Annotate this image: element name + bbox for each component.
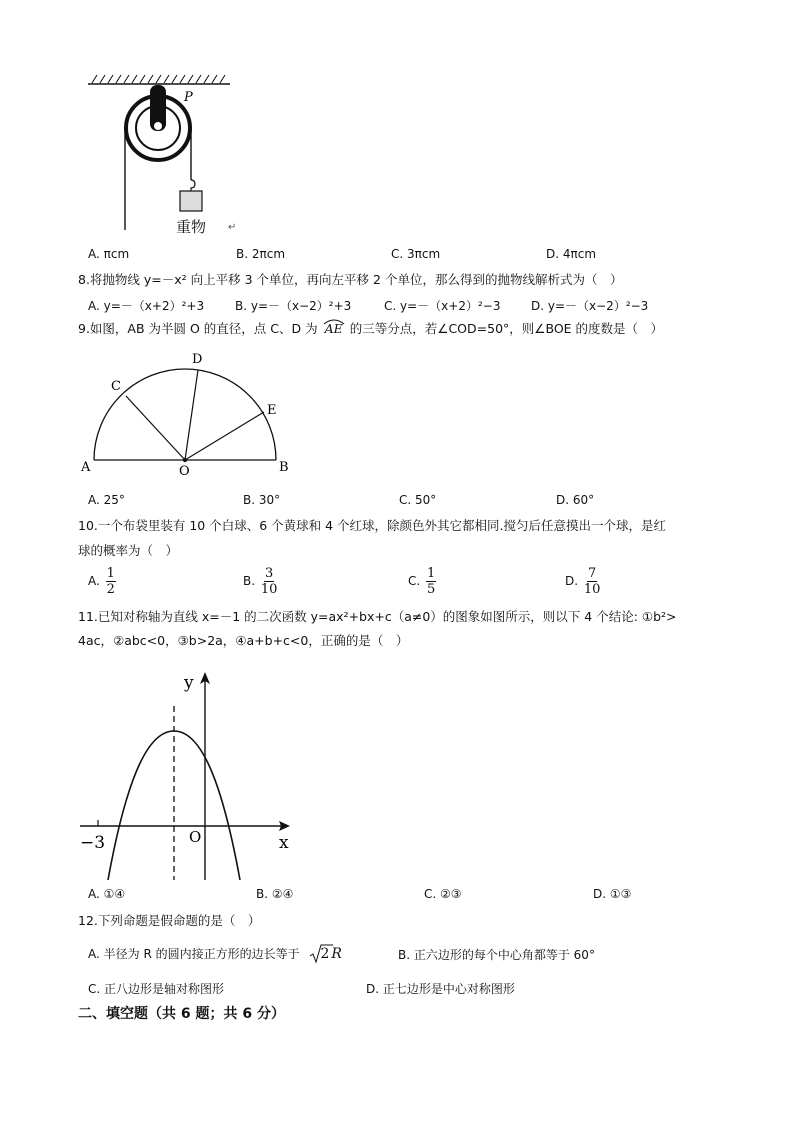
q12-option-c: C. 正八边形是轴对称图形 [88,982,225,996]
q12-stem: 12.下列命题是假命题的是（ ） [78,913,261,928]
q12-option-b: B. 正六边形的每个中心角都等于 60° [398,948,595,962]
tick-neg3-label: −3 [80,833,106,853]
q10-stem-line2: 球的概率为（ ） [78,543,179,558]
point-c-label: C [111,379,121,394]
arc-mark-icon [322,317,346,325]
fraction: $\frac{7}{10}$ [583,566,601,597]
q11-option-b: B. ②④ [256,887,294,901]
q12-option-a: A. 半径为 R 的圆内接正方形的边长等于 2 R [88,946,342,962]
x-axis-label: x [279,833,289,853]
fraction: $\frac{3}{10}$ [260,566,278,597]
point-b-label: B [279,460,289,475]
q9-arc-label: AE [322,321,346,337]
q10-stem-line1: 10.一个布袋里装有 10 个白球、6 个黄球和 4 个红球，除颜色外其它都相同.搅匀后任意摸出一个球，是红 [78,518,667,533]
sqrt-expression: 2 R [309,946,341,962]
q9-stem-part1: 9.如图，AB 为半圆 O 的直径，点 C、D 为 [78,321,318,336]
sqrt-icon [309,944,333,964]
q9-option-a: A. 25° [88,493,125,507]
y-axis-label: y [184,673,194,693]
q9-option-d: D. 60° [556,493,595,507]
q11-option-a: A. ①④ [88,887,126,901]
q9-stem-part2: 的三等分点，若∠COD=50°，则∠BOE 的度数是（ ） [349,321,664,336]
q10-option-d: D. $\frac{7}{10}$ [565,566,601,597]
semicircle-figure [75,348,305,478]
q7-option-b: B. 2πcm [236,247,286,261]
q10-option-c: C. $\frac{1}{5}$ [408,566,436,597]
q11-option-d: D. ①③ [593,887,632,901]
q8-option-b: B. y=－（x−2）²+3 [235,299,352,313]
q10-option-b: B. $\frac{3}{10}$ [243,566,278,597]
return-mark: ↵ [228,222,237,233]
fraction: $\frac{1}{5}$ [427,566,436,597]
q8-option-c: C. y=－（x+2）²−3 [384,299,501,313]
point-e-label: E [267,403,277,418]
q12-option-d: D. 正七边形是中心对称图形 [366,982,515,996]
parabola-graph [78,660,308,882]
point-o-label: O [179,464,190,479]
pulley-point-label: P [184,90,193,105]
q11-stem-line1: 11.已知对称轴为直线 x=－1 的二次函数 y=ax²+bx+c（a≠0）的图象如图所示，则以下 4 个结论: ①b²> [78,609,677,624]
section-heading: 二、填空题（共 6 题；共 6 分） [78,1006,285,1022]
q8-option-d: D. y=－（x−2）²−3 [531,299,649,313]
origin-label: O [189,828,202,846]
q7-option-c: C. 3πcm [391,247,441,261]
q7-option-a: A. πcm [88,247,130,261]
q8-option-a: A. y=－（x+2）²+3 [88,299,205,313]
point-d-label: D [192,352,203,367]
q9-option-c: C. 50° [399,493,437,507]
weight-label: 重物 [176,218,207,236]
q8-stem: 8.将抛物线 y=－x² 向上平移 3 个单位，再向左平移 2 个单位，那么得到的抛物线解析式为（ ） [78,272,623,287]
pulley-figure [80,70,250,240]
point-a-label: A [81,460,91,475]
q9-option-b: B. 30° [243,493,281,507]
fraction: $\frac{1}{2}$ [106,566,115,597]
q9-stem [78,321,663,337]
q7-option-d: D. 4πcm [546,247,597,261]
q11-stem-line2: 4ac，②abc<0，③b>2a，④a+b+c<0，正确的是（ ） [78,633,409,648]
q10-option-a: A. $\frac{1}{2}$ [88,566,115,597]
q11-option-c: C. ②③ [424,887,462,901]
